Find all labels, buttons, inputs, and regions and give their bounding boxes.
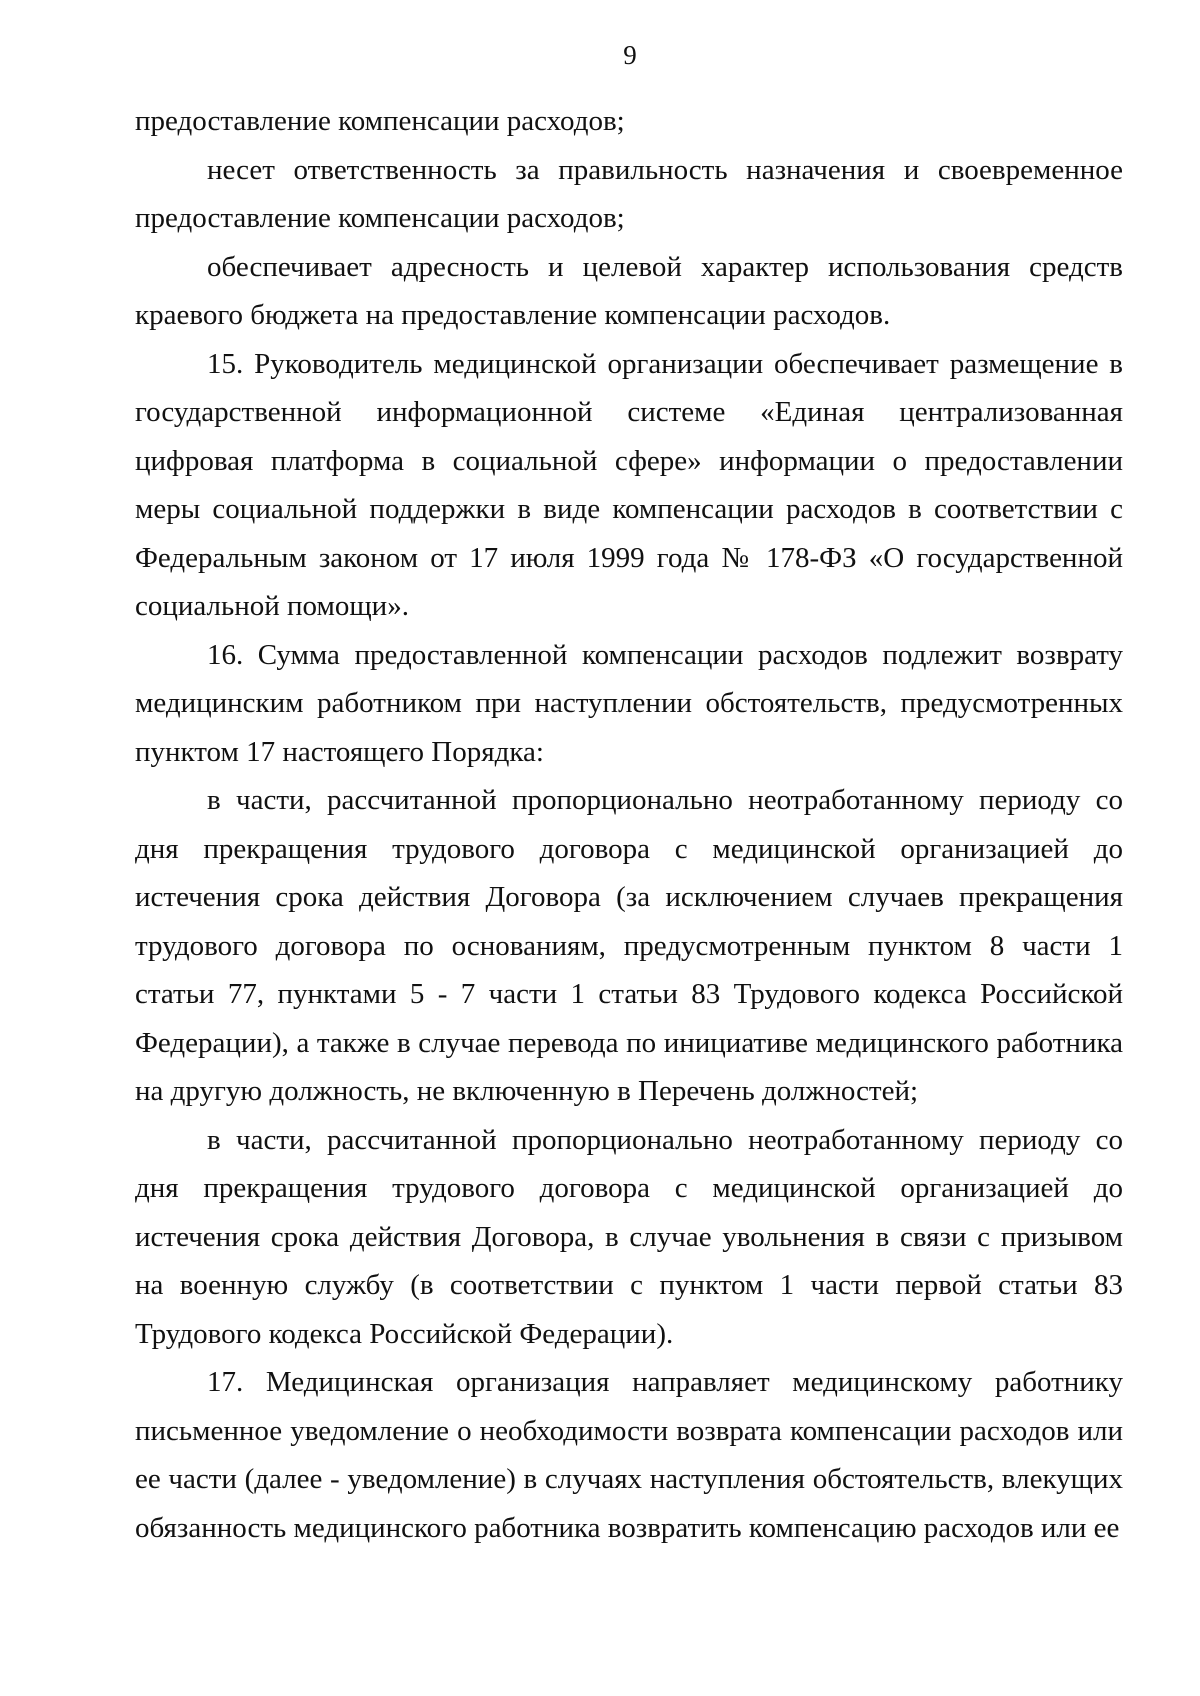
paragraph-item-16: 16. Сумма предоставленной компенсации расходов подлежит возврату медицинским работником при наступлении обстоятельств, предусмотренных пунктом 17 настоящего Порядка: <box>135 638 1123 768</box>
paragraph-2: несет ответственность за правильность назначения и своевременное предоставление компенсации расходов; <box>135 153 1123 234</box>
paragraph-item-15: 15. Руководитель медицинской организации обеспечивает размещение в государственной информационной системе «Единая централизованная цифровая платформа в социальной сфере» информации о предоставлении меры социальной поддержки в виде компенсации расходов в соответствии с Федеральным законом от 17 июля 1999 года № 178-ФЗ «О государственной социальной помощи». <box>135 347 1123 622</box>
paragraph-3: обеспечивает адресность и целевой характер использования средств краевого бюджета на предоставление компенсации расходов. <box>135 250 1123 331</box>
document-body <box>135 97 1123 1552</box>
paragraph-1: предоставление компенсации расходов; <box>135 105 625 137</box>
page-number: 9 <box>623 40 637 70</box>
paragraph-item-17: 17. Медицинская организация направляет медицинскому работнику письменное уведомление о необходимости возврата компенсации расходов или ее части (далее - уведомление) в случаях наступления обстоятельств, влекущих обязанность медицинского работника возвратить компенсацию расходов или ее <box>135 1366 1123 1544</box>
paragraph-6: в части, рассчитанной пропорционально неотработанному периоду со дня прекращения трудового договора с медицинской организацией до истечения срока действия Договора, в случае увольнения в связи с призывом на военную службу (в соответствии с пунктом 1 части первой статьи 83 Трудового кодекса Российской Федерации). <box>135 1123 1123 1350</box>
paragraph-5: в части, рассчитанной пропорционально неотработанному периоду со дня прекращения трудового договора с медицинской организацией до истечения срока действия Договора (за исключением случаев прекращения трудового договора по основаниям, предусмотренным пунктом 8 части 1 статьи 77, пунктами 5 - 7 части 1 статьи 83 Трудового кодекса Российской Федерации), а также в случае перевода по инициативе медицинского работника на другую должность, не включенную в Перечень должностей; <box>135 784 1123 1107</box>
